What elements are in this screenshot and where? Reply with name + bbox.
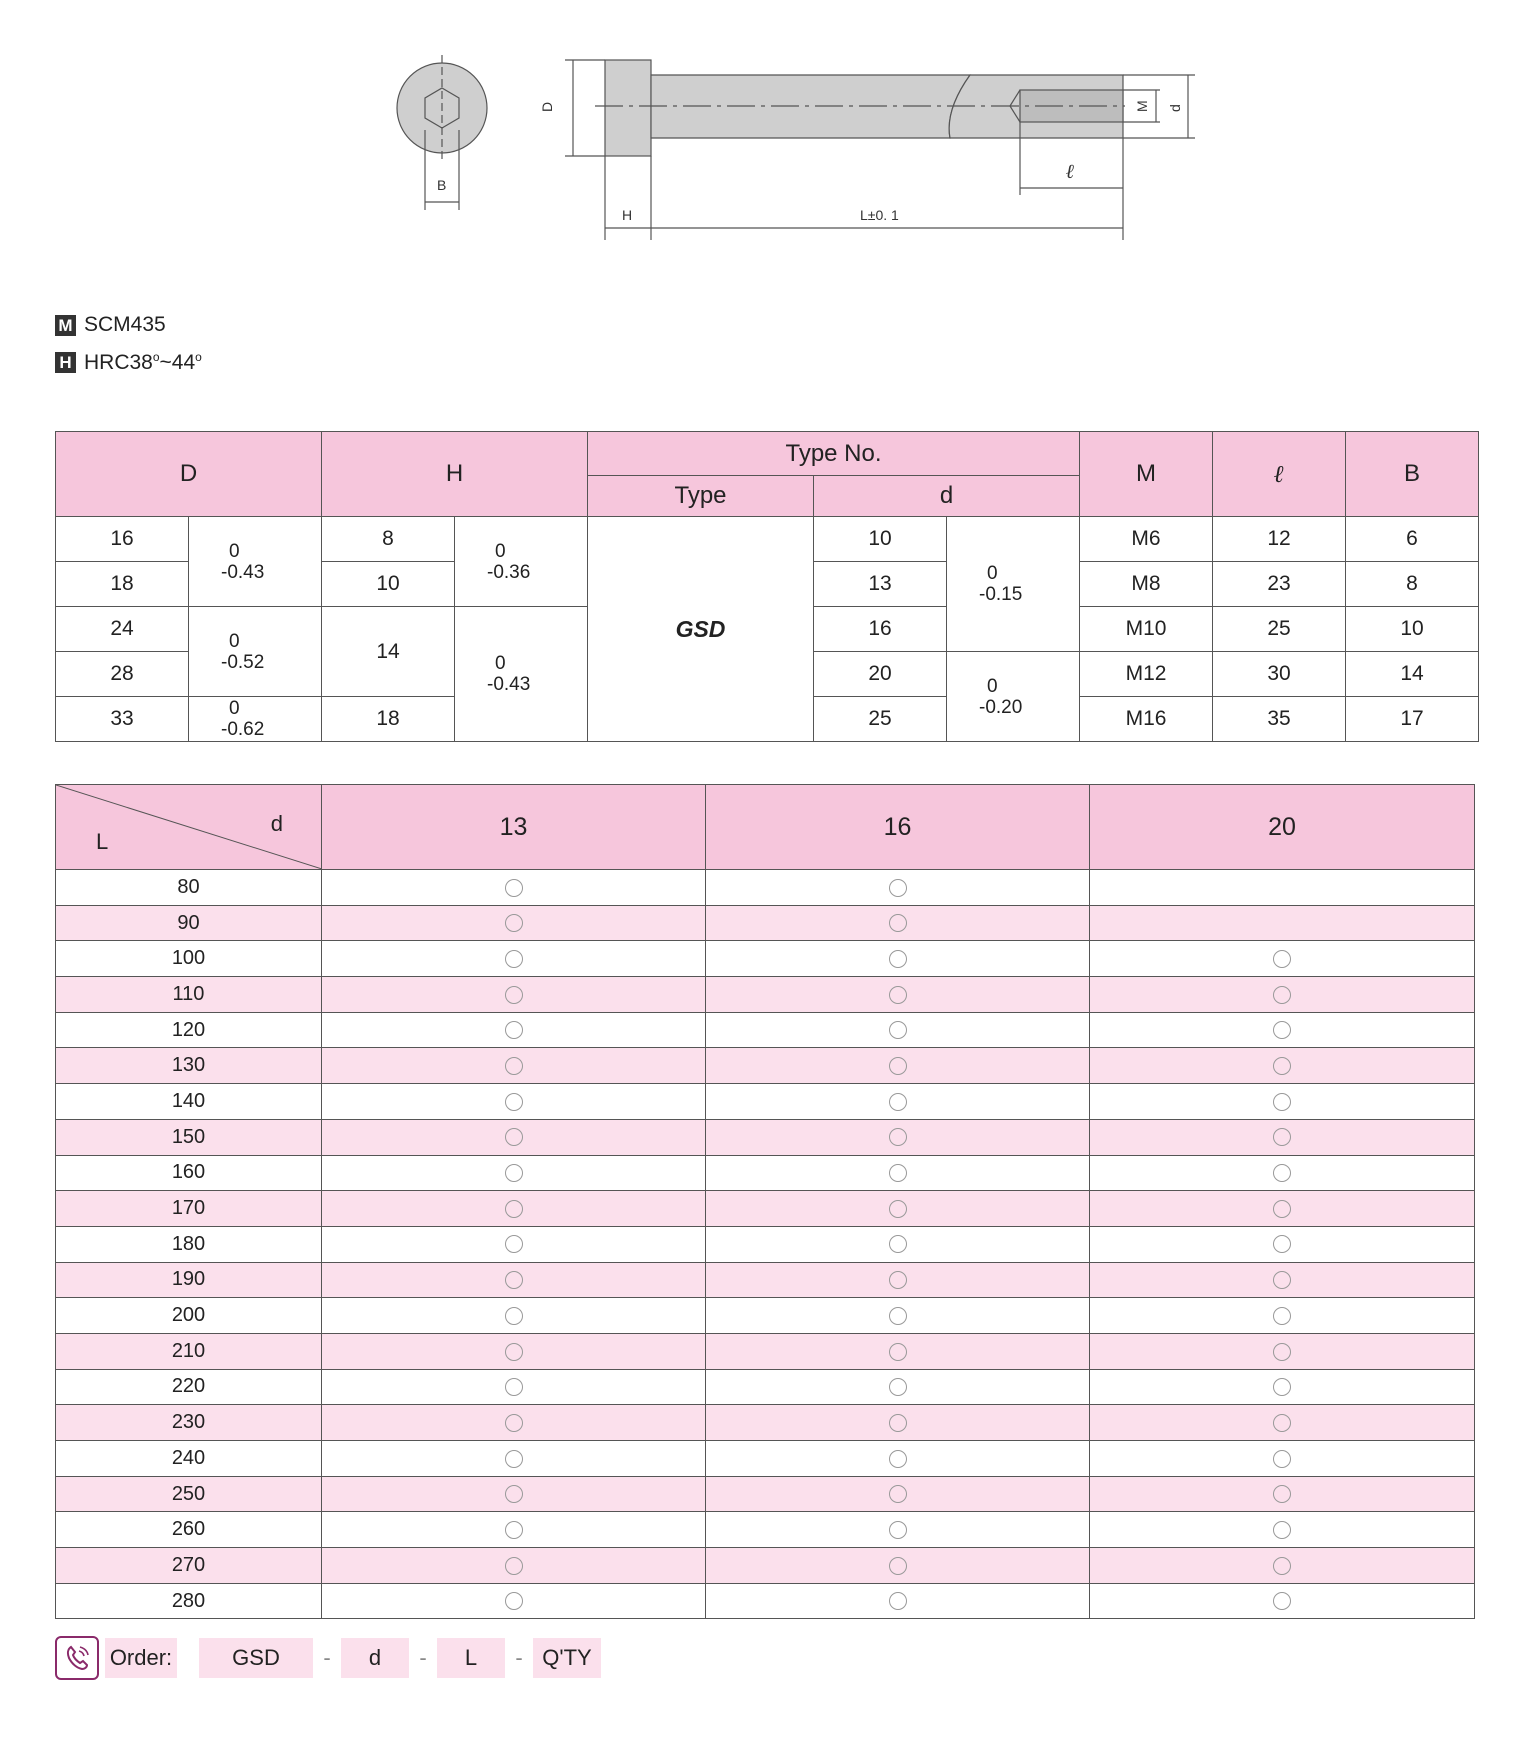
available-circle-icon <box>1273 1450 1291 1468</box>
table-row <box>56 1012 1475 1048</box>
order-format <box>55 1635 601 1681</box>
available-circle-icon <box>889 1592 907 1610</box>
M-value: M8 <box>1080 562 1213 607</box>
B-value: 10 <box>1346 607 1479 652</box>
available-circle-icon <box>1273 1200 1291 1218</box>
availability-cell <box>1090 1476 1475 1512</box>
M-value: M10 <box>1080 607 1213 652</box>
B-value: 8 <box>1346 562 1479 607</box>
table-row <box>56 1369 1475 1405</box>
order-field-d: d <box>341 1638 409 1678</box>
table-row <box>56 1048 1475 1084</box>
table-row <box>56 1512 1475 1548</box>
available-circle-icon <box>1273 1164 1291 1182</box>
dim-label-L: L±0. 1 <box>860 207 899 223</box>
length-value: 200 <box>56 1298 322 1334</box>
availability-cell <box>1090 1155 1475 1191</box>
availability-cell <box>706 1369 1090 1405</box>
phone-icon <box>55 1636 99 1680</box>
availability-cell <box>1090 1548 1475 1584</box>
D-tolerance: 0 -0.43 <box>189 517 322 607</box>
table-row <box>56 1333 1475 1369</box>
header-type-no: Type No. <box>588 432 1080 476</box>
length-table-body <box>56 870 1475 1619</box>
header-type: Type <box>588 476 814 517</box>
availability-cell <box>1090 1405 1475 1441</box>
available-circle-icon <box>505 1450 523 1468</box>
available-circle-icon <box>1273 1414 1291 1432</box>
available-circle-icon <box>889 1057 907 1075</box>
available-circle-icon <box>505 1521 523 1539</box>
table-row <box>56 1405 1475 1441</box>
available-circle-icon <box>505 879 523 897</box>
table-row <box>56 905 1475 941</box>
available-circle-icon <box>1273 1235 1291 1253</box>
available-circle-icon <box>505 1128 523 1146</box>
available-circle-icon <box>1273 1485 1291 1503</box>
available-circle-icon <box>1273 1592 1291 1610</box>
D-tolerance: 0 -0.52 <box>189 607 322 697</box>
d-value: 16 <box>814 607 947 652</box>
D-value: 24 <box>56 607 189 652</box>
B-value: 14 <box>1346 652 1479 697</box>
material-text: SCM435 <box>84 313 166 336</box>
availability-cell <box>1090 870 1475 906</box>
availability-cell <box>322 1012 706 1048</box>
corner-label-L: L <box>96 829 109 854</box>
availability-cell <box>322 1441 706 1477</box>
table-row <box>56 1119 1475 1155</box>
available-circle-icon <box>1273 986 1291 1004</box>
H-value: 10 <box>322 562 455 607</box>
availability-cell <box>322 1476 706 1512</box>
available-circle-icon <box>889 1414 907 1432</box>
d-tolerance: 0 -0.20 <box>947 652 1080 742</box>
available-circle-icon <box>505 986 523 1004</box>
order-separator: - <box>323 1645 331 1670</box>
available-circle-icon <box>1273 1343 1291 1361</box>
available-circle-icon <box>889 1343 907 1361</box>
material-badge-icon: M <box>55 315 76 336</box>
corner-header <box>56 785 322 870</box>
length-value: 150 <box>56 1119 322 1155</box>
availability-cell <box>706 1048 1090 1084</box>
available-circle-icon <box>505 1271 523 1289</box>
availability-cell <box>706 1441 1090 1477</box>
table-row <box>56 1548 1475 1584</box>
order-separator: - <box>419 1645 427 1670</box>
available-circle-icon <box>889 1271 907 1289</box>
d-value: 10 <box>814 517 947 562</box>
type-value: GSD <box>588 517 814 742</box>
length-value: 130 <box>56 1048 322 1084</box>
available-circle-icon <box>1273 1057 1291 1075</box>
length-value: 170 <box>56 1191 322 1227</box>
header-B: B <box>1346 432 1479 517</box>
available-circle-icon <box>1273 1521 1291 1539</box>
availability-cell <box>322 1512 706 1548</box>
availability-cell <box>322 1548 706 1584</box>
length-value: 260 <box>56 1512 322 1548</box>
availability-cell <box>1090 1298 1475 1334</box>
available-circle-icon <box>505 1057 523 1075</box>
available-circle-icon <box>505 950 523 968</box>
available-circle-icon <box>505 1343 523 1361</box>
table-row <box>56 941 1475 977</box>
dim-label-B: B <box>437 177 447 193</box>
availability-cell <box>1090 1084 1475 1120</box>
spec-table <box>55 431 1479 742</box>
availability-cell <box>322 1333 706 1369</box>
available-circle-icon <box>505 1200 523 1218</box>
availability-cell <box>322 1405 706 1441</box>
length-value: 120 <box>56 1012 322 1048</box>
available-circle-icon <box>889 950 907 968</box>
length-value: 220 <box>56 1369 322 1405</box>
availability-cell <box>1090 1369 1475 1405</box>
available-circle-icon <box>889 1450 907 1468</box>
available-circle-icon <box>505 1485 523 1503</box>
available-circle-icon <box>889 1307 907 1325</box>
header-d: d <box>814 476 1080 517</box>
hardness-badge-icon: H <box>55 352 76 373</box>
header-H: H <box>322 432 588 517</box>
ell-value: 30 <box>1213 652 1346 697</box>
table-row <box>56 977 1475 1013</box>
B-value: 6 <box>1346 517 1479 562</box>
table-row <box>56 1084 1475 1120</box>
availability-cell <box>706 1333 1090 1369</box>
availability-cell <box>706 1548 1090 1584</box>
B-value: 17 <box>1346 697 1479 742</box>
D-tolerance: 0 -0.62 <box>189 697 322 742</box>
available-circle-icon <box>1273 1128 1291 1146</box>
table-row <box>56 1226 1475 1262</box>
availability-cell <box>322 1262 706 1298</box>
availability-cell <box>1090 1441 1475 1477</box>
available-circle-icon <box>1273 1093 1291 1111</box>
availability-cell <box>1090 1583 1475 1619</box>
dim-label-ell: ℓ <box>1066 159 1075 183</box>
table-row <box>56 870 1475 906</box>
table-row <box>56 1191 1475 1227</box>
table-row <box>56 1298 1475 1334</box>
availability-cell <box>322 1048 706 1084</box>
available-circle-icon <box>889 879 907 897</box>
availability-cell <box>1090 1262 1475 1298</box>
length-value: 160 <box>56 1155 322 1191</box>
dim-label-H: H <box>622 207 633 223</box>
available-circle-icon <box>505 1414 523 1432</box>
available-circle-icon <box>889 1557 907 1575</box>
available-circle-icon <box>889 1521 907 1539</box>
available-circle-icon <box>889 1021 907 1039</box>
availability-cell <box>706 977 1090 1013</box>
availability-cell <box>706 1512 1090 1548</box>
table-row <box>56 1476 1475 1512</box>
availability-cell <box>706 941 1090 977</box>
availability-cell <box>322 1119 706 1155</box>
availability-cell <box>322 905 706 941</box>
hardness-spec <box>55 350 202 375</box>
hardness-text: HRC38$^o$~44$^o$ <box>84 350 202 374</box>
available-circle-icon <box>1273 1557 1291 1575</box>
order-field-L: L <box>437 1638 505 1678</box>
dim-label-M: M <box>1134 100 1150 112</box>
H-tolerance: 0 -0.43 <box>455 607 588 742</box>
availability-cell <box>706 1298 1090 1334</box>
H-tolerance: 0 -0.36 <box>455 517 588 607</box>
availability-cell <box>706 1084 1090 1120</box>
availability-cell <box>706 1476 1090 1512</box>
order-field-qty: Q'TY <box>533 1638 601 1678</box>
available-circle-icon <box>505 1235 523 1253</box>
available-circle-icon <box>505 1307 523 1325</box>
M-value: M16 <box>1080 697 1213 742</box>
order-label: Order: <box>105 1638 177 1678</box>
availability-cell <box>1090 1048 1475 1084</box>
available-circle-icon <box>1273 1271 1291 1289</box>
d-value: 25 <box>814 697 947 742</box>
H-value: 14 <box>322 607 455 697</box>
ell-value: 25 <box>1213 607 1346 652</box>
M-value: M6 <box>1080 517 1213 562</box>
available-circle-icon <box>889 1235 907 1253</box>
availability-cell <box>1090 1012 1475 1048</box>
availability-cell <box>706 1155 1090 1191</box>
availability-cell <box>322 1191 706 1227</box>
H-value: 8 <box>322 517 455 562</box>
availability-cell <box>706 870 1090 906</box>
header-D: D <box>56 432 322 517</box>
available-circle-icon <box>505 1378 523 1396</box>
available-circle-icon <box>1273 1378 1291 1396</box>
availability-cell <box>1090 1512 1475 1548</box>
available-circle-icon <box>889 1378 907 1396</box>
length-availability-table <box>55 784 1475 1619</box>
availability-cell <box>1090 1333 1475 1369</box>
D-value: 16 <box>56 517 189 562</box>
dim-label-d: d <box>1167 104 1183 112</box>
availability-cell <box>322 1369 706 1405</box>
available-circle-icon <box>505 1557 523 1575</box>
length-value: 230 <box>56 1405 322 1441</box>
availability-cell <box>706 1119 1090 1155</box>
ell-value: 23 <box>1213 562 1346 607</box>
available-circle-icon <box>889 1093 907 1111</box>
available-circle-icon <box>889 1164 907 1182</box>
order-separator: - <box>515 1645 523 1670</box>
availability-cell <box>706 1191 1090 1227</box>
length-value: 180 <box>56 1226 322 1262</box>
header-ell: ℓ <box>1213 432 1346 517</box>
availability-cell <box>322 1226 706 1262</box>
length-value: 280 <box>56 1583 322 1619</box>
availability-cell <box>1090 977 1475 1013</box>
corner-label-d: d <box>270 811 283 836</box>
available-circle-icon <box>1273 1021 1291 1039</box>
availability-cell <box>322 1155 706 1191</box>
table-row <box>56 1155 1475 1191</box>
available-circle-icon <box>889 986 907 1004</box>
available-circle-icon <box>505 1093 523 1111</box>
dim-label-D: D <box>539 101 555 112</box>
length-value: 80 <box>56 870 322 906</box>
length-value: 250 <box>56 1476 322 1512</box>
technical-drawing <box>380 30 1220 270</box>
availability-cell <box>322 870 706 906</box>
availability-cell <box>1090 1226 1475 1262</box>
availability-cell <box>1090 1191 1475 1227</box>
available-circle-icon <box>505 914 523 932</box>
availability-cell <box>1090 905 1475 941</box>
header-M: M <box>1080 432 1213 517</box>
M-value: M12 <box>1080 652 1213 697</box>
D-value: 28 <box>56 652 189 697</box>
ell-value: 12 <box>1213 517 1346 562</box>
length-value: 270 <box>56 1548 322 1584</box>
column-d-13: 13 <box>322 785 706 870</box>
available-circle-icon <box>505 1592 523 1610</box>
length-value: 90 <box>56 905 322 941</box>
order-field-type: GSD <box>199 1638 313 1678</box>
length-value: 210 <box>56 1333 322 1369</box>
availability-cell <box>1090 1119 1475 1155</box>
length-value: 110 <box>56 977 322 1013</box>
availability-cell <box>706 1405 1090 1441</box>
availability-cell <box>1090 941 1475 977</box>
available-circle-icon <box>1273 1307 1291 1325</box>
column-d-20: 20 <box>1090 785 1475 870</box>
table-row <box>56 1583 1475 1619</box>
availability-cell <box>706 1583 1090 1619</box>
length-value: 140 <box>56 1084 322 1120</box>
D-value: 18 <box>56 562 189 607</box>
d-tolerance: 0 -0.15 <box>947 517 1080 652</box>
available-circle-icon <box>1273 950 1291 968</box>
availability-cell <box>322 977 706 1013</box>
availability-cell <box>322 1298 706 1334</box>
available-circle-icon <box>505 1021 523 1039</box>
available-circle-icon <box>505 1164 523 1182</box>
table-row <box>56 1262 1475 1298</box>
availability-cell <box>706 905 1090 941</box>
availability-cell <box>322 1084 706 1120</box>
availability-cell <box>322 941 706 977</box>
material-spec <box>55 313 166 337</box>
available-circle-icon <box>889 914 907 932</box>
availability-cell <box>706 1262 1090 1298</box>
availability-cell <box>322 1583 706 1619</box>
column-d-16: 16 <box>706 785 1090 870</box>
ell-value: 35 <box>1213 697 1346 742</box>
D-value: 33 <box>56 697 189 742</box>
length-value: 240 <box>56 1441 322 1477</box>
availability-cell <box>706 1226 1090 1262</box>
availability-cell <box>706 1012 1090 1048</box>
table-row <box>56 1441 1475 1477</box>
available-circle-icon <box>889 1200 907 1218</box>
length-value: 190 <box>56 1262 322 1298</box>
H-value: 18 <box>322 697 455 742</box>
d-value: 20 <box>814 652 947 697</box>
available-circle-icon <box>889 1128 907 1146</box>
length-value: 100 <box>56 941 322 977</box>
d-value: 13 <box>814 562 947 607</box>
available-circle-icon <box>889 1485 907 1503</box>
